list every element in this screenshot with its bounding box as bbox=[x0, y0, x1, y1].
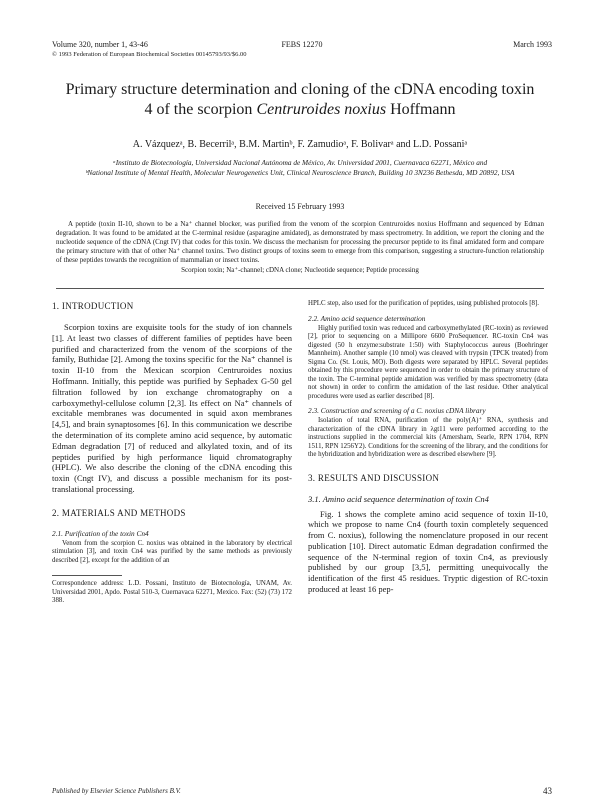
publisher-line: Published by Elsevier Science Publishers B.V. bbox=[52, 787, 181, 795]
methods-continuation: HPLC step, also used for the purification of peptides, using published protocols [8]. bbox=[308, 300, 539, 307]
subheading-3-1: 3.1. Amino acid sequence determination of toxin Cn4 bbox=[308, 493, 489, 504]
page-footer bbox=[52, 786, 552, 796]
keywords: Scorpion toxin; Na⁺-channel; cDNA clone; Nucleotide sequence; Peptide processing bbox=[181, 266, 419, 274]
page-number: 43 bbox=[543, 786, 552, 796]
results-heading: 3. RESULTS AND DISCUSSION bbox=[308, 472, 440, 483]
subheading-2-2: 2.2. Amino acid sequence determination bbox=[308, 313, 426, 323]
intro-heading: 1. INTRODUCTION bbox=[52, 301, 134, 311]
subheading-2-3: 2.3. Construction and screening of a C. noxius cDNA library bbox=[308, 406, 486, 415]
issue-date: March 1993 bbox=[513, 40, 552, 49]
abstract-divider bbox=[56, 288, 544, 289]
journal-header bbox=[52, 40, 552, 59]
affiliation-a: ᵃInstituto de Biotecnología, Universidad Nacional Autónoma de México, Av. Universidad 2001, Cuernavaca 62271, México and bbox=[112, 158, 488, 167]
intro-paragraph: Scorpion toxins are exquisite tools for the study of ion channels [1]. At least two classes of different families of peptides have been purified and characterized from the venom of the scorpions of the family, Buthidae [2]. Among the toxins specific for the Na⁺ channel is toxin II-10 from the Mexican scorpion Centruroides noxius Hoffmann. Initially, this peptide was purified by Sephadex G-50 gel filtration followed by ion exchange chromatography on a carboxymethyl-cellulose column [2,3]. Its effect on Na⁺ channels of excitable membranes was documented in squid axon membranes [4,5], and brain synaptosomes [6]. In this communication we describe the determination of its complete amino acid sequence, by automatic Edman degradation [7] of reduced and alkylated toxin, and of its peptides purified by high performance liquid chromatography (HPLC). We also describe the cloning of the cDNA encoding this toxin (Cngt IV), and discuss a possible mechanism for its post-translational processing. bbox=[52, 322, 292, 494]
febs-code: FEBS 12270 bbox=[281, 40, 323, 49]
article-title bbox=[60, 80, 540, 120]
title-suffix: Hoffmann bbox=[386, 101, 456, 118]
received-date: Received 15 February 1993 bbox=[255, 202, 345, 211]
title-main: Primary structure determination and cloning of the cDNA encoding toxin 4 of the scorpion bbox=[65, 81, 535, 118]
title-species: Centruroides noxius bbox=[256, 101, 387, 118]
right-column bbox=[308, 300, 548, 595]
affiliation-b: ᵇNational Institute of Mental Health, Molecular Neurogenetics Unit, Clinical Neuroscience Branch, Building 10 3N236 Bethesda, MD 20892, USA bbox=[85, 167, 515, 177]
paragraph-2-3: Isolation of total RNA, purification of the poly(A)⁺ RNA, synthesis and characterization of the cDNA library in λgt11 were performed according to the instructions supplied in the commercial kits (Amersham, Searle, RPN 1704, RPN 1511, RPN 1256Y2). Conditions for the screening of the library, and the conditions for the hybridization and hybridization were as described elsewhere [9]. bbox=[308, 417, 548, 458]
volume-info: Volume 320, number 1, 43-46 bbox=[52, 40, 148, 49]
methods-subheading: 2.1. Purification of the toxin Cn4 bbox=[52, 528, 149, 538]
copyright-line: © 1993 Federation of European Biochemical Societies 00145793/93/$6.00 bbox=[52, 51, 247, 58]
paragraph-2-2: Highly purified toxin was reduced and carboxymethylated (RC-toxin) as reviewed [2], prior to sequencing on a Millipore 6600 ProSequencer. RC-toxin Cn4 was digested (50 h enzyme:substrate 1:50) with Staphylococcus aureus (Boehringer Mannheim). Another sample (10 nmol) was cleaved with trypsin (TPCK treated) from Sigma Co. (St. Louis, MO). Both digests were separated by HPLC. Several peptides obtained by this procedure were sequenced in order to obtain the primary structure of the toxin. The C-terminal peptide amidation was verified by mass spectrometry (data not shown) in order to confirm the amidation of the last residue. Other analytical procedures were used as earlier described [8]. bbox=[308, 324, 548, 400]
abstract: A peptide (toxin II-10, shown to be a Na⁺ channel blocker, was purified from the venom of the scorpion Centruroides noxius Hoffmann and sequenced by Edman degradation. It was found to be amidated at the C-terminal residue (asparagine amidated), as demonstrated by mass spectrometry. In addition, we report the cloning and the nucleotide sequence of the cDNA (Cngt IV) that codes for this toxin. We discuss the mechanism for processing the precursor peptide to its final amidated form and compare the primary structure with that of other Na⁺ channel toxins. Two distinct groups of toxins seem to emerge from this comparison, suggesting a structure-function relationship of these peptides towards the recognition of mammalian or insect toxins. bbox=[56, 220, 544, 264]
author-list: A. Vázquezᵃ, B. Becerrilᵃ, B.M. Martinᵇ, F. Zamudioᵃ, F. Bolivarᵃ and L.D. Possaniᵃ bbox=[132, 139, 468, 150]
methods-paragraph: Venom from the scorpion C. noxius was obtained in the laboratory by electrical stimulation [3], and toxin Cn4 was purified by the same methods as previously described [2], except for the addition of an bbox=[52, 539, 292, 564]
left-column bbox=[52, 300, 292, 606]
affiliations bbox=[70, 158, 530, 177]
correspondence-footnote: Correspondence address: L.D. Possani, Instituto de Biotecnología, UNAM, Av. Universidad 2001, Apdo. Postal 510-3, Cuernavaca 62271, Mexico. Fax: (52) (73) 172 388. bbox=[52, 580, 292, 605]
paragraph-3-1: Fig. 1 shows the complete amino acid sequence of toxin II-10, which we propose to name Cn4 (fourth toxin completely sequenced from C. noxius), following the nomenclature proposed in our recent publication [10]. Direct automatic Edman degradation confirmed the sequence of the N-terminal region of toxin Cn4, as previously published by our group [3,5], permitting unequivocally the identification of the first 45 residues. Tryptic digestion of RC-toxin produced at least 16 pep- bbox=[308, 508, 548, 595]
footnote-divider bbox=[52, 575, 122, 576]
methods-heading: 2. MATERIALS AND METHODS bbox=[52, 507, 186, 518]
